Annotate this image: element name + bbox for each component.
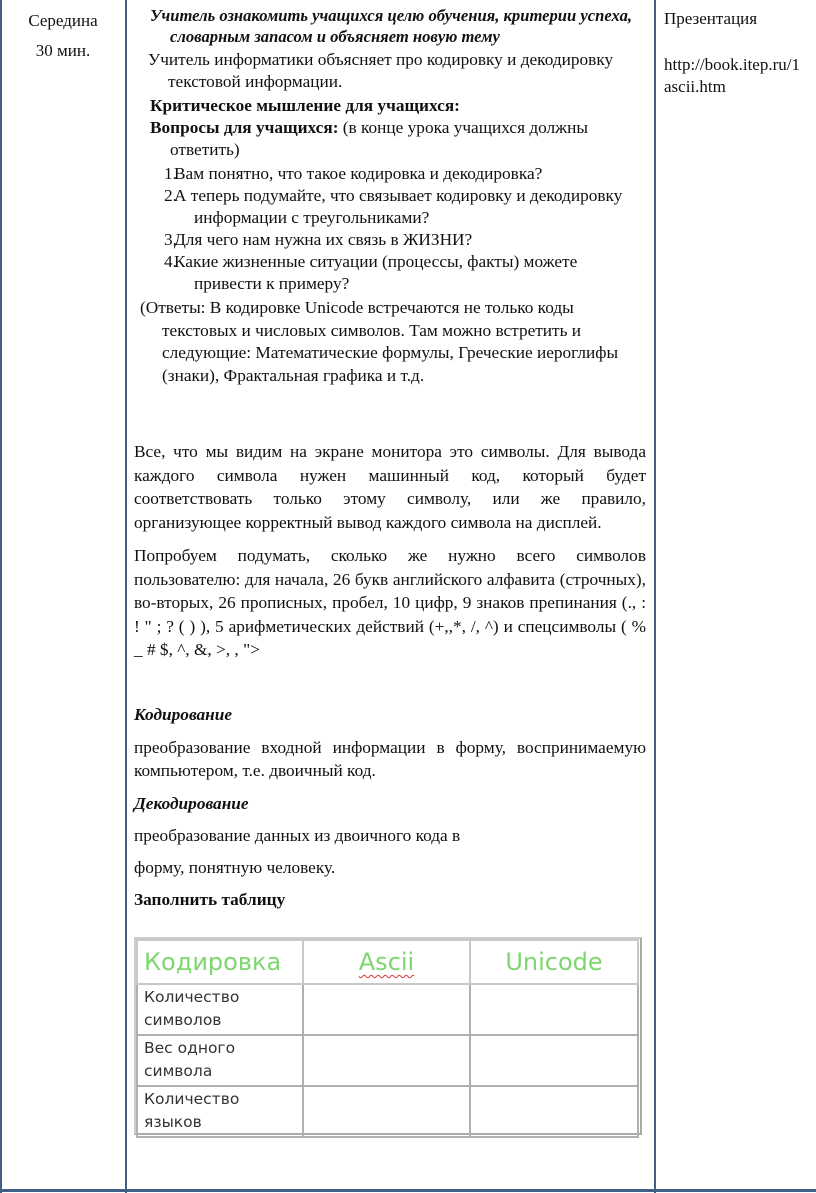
questions-list <box>134 163 646 295</box>
row-label: Количество символов <box>137 984 303 1035</box>
list-item <box>134 185 646 229</box>
resource-link-line1[interactable]: http://book.itep.ru/1 <box>664 55 800 74</box>
critical-thinking-heading: Критическое мышление для учащихся: <box>150 96 460 115</box>
intro-text: Учитель ознакомить учащихся целю обучения, критерии успеха, словарным запасом и объясняет новую тему <box>150 6 633 46</box>
decoding-title: Декодирование <box>134 793 249 813</box>
decoding-definition-1: преобразование данных из двоичного кода в <box>134 825 461 845</box>
questions-heading <box>150 117 646 161</box>
column-divider-2 <box>654 0 656 1193</box>
stage-column <box>0 8 126 64</box>
cell-ascii[interactable] <box>303 1086 470 1137</box>
encoding-table <box>136 939 639 1138</box>
table-row <box>137 1086 638 1137</box>
paragraph-count: Попробуем подумать, сколько же нужно всего символов пользователю: для начала, 26 букв английского алфавита (строчных), во-вторых, 26 прописных, пробел, 10 цифр, 9 знаков препинания (., : ! " ; ? ( ) ), 5 арифметических действий (+,,*, /, ^) и спецсимволы ( % _ # $, ^, &, >, , "> <box>134 546 646 659</box>
table-header-row <box>137 940 638 984</box>
list-item <box>134 251 646 295</box>
resources-column <box>664 8 816 98</box>
decoding-definition-2: форму, понятную человеку. <box>134 857 336 877</box>
left-border <box>0 0 2 1193</box>
column-divider-1 <box>125 0 127 1193</box>
cell-unicode[interactable] <box>470 1086 638 1137</box>
question-text: А теперь подумайте, что связывает кодировку и декодировку информации с треугольниками? <box>174 186 623 227</box>
cell-unicode[interactable] <box>470 1035 638 1086</box>
question-number: 3. <box>164 230 177 249</box>
header-ascii <box>303 940 470 984</box>
question-number: 2. <box>164 186 177 205</box>
table-row <box>137 984 638 1035</box>
row-label: Вес одного символа <box>137 1035 303 1086</box>
encoding-definition: преобразование входной информации в форму, воспринимаемую компьютером, т.е. двоичный код. <box>134 737 646 780</box>
answers-text: (Ответы: В кодировке Unicode встречаются не только коды текстовых и числовых символов. Там можно встретить и следующие: Математические формулы, Греческие иероглифы (знаки), Фрактальная графика и т.д. <box>140 298 619 385</box>
resource-link[interactable] <box>664 54 816 98</box>
header-ascii-label: Ascii <box>358 948 415 976</box>
encoding-table-image <box>134 937 642 1135</box>
list-item <box>134 229 646 251</box>
question-text: Для чего нам нужна их связь в ЖИЗНИ? <box>174 230 473 249</box>
row-label: Количество языков <box>137 1086 303 1137</box>
header-encoding: Кодировка <box>137 940 303 984</box>
header-unicode: Unicode <box>470 940 638 984</box>
question-number: 4. <box>164 252 177 271</box>
table-row <box>137 1035 638 1086</box>
bottom-border <box>0 1189 816 1192</box>
teacher-explains: Учитель информатики объясняет про кодировку и декодировку текстовой информации. <box>148 50 614 91</box>
cell-unicode[interactable] <box>470 984 638 1035</box>
cell-ascii[interactable] <box>303 1035 470 1086</box>
paragraph-symbols: Все, что мы видим на экране монитора это символы. Для вывода каждого символа нужен машинный код, который будет соответствовать только этому символу, или же правило, организующее корректный вывод каждого символа на дисплей. <box>134 442 646 532</box>
stage-duration: 30 мин. <box>35 41 91 60</box>
questions-label: Вопросы для учащихся: <box>150 118 339 137</box>
fill-table-title: Заполнить таблицу <box>134 889 286 909</box>
questions-note: (в конце урока учащихся должны ответить) <box>170 118 588 159</box>
question-text: Какие жизненные ситуации (процессы, факты) можете привести к примеру? <box>174 252 578 293</box>
stage-name: Середина <box>28 11 98 30</box>
question-number: 1. <box>164 164 177 183</box>
cell-ascii[interactable] <box>303 984 470 1035</box>
encoding-title: Кодирование <box>134 704 233 724</box>
lesson-content <box>134 6 646 911</box>
list-item <box>134 163 646 185</box>
resource-link-line2[interactable]: ascii.htm <box>664 77 726 96</box>
question-text: Вам понятно, что такое кодировка и декодировка? <box>174 164 543 183</box>
resource-title: Презентация <box>664 9 758 28</box>
